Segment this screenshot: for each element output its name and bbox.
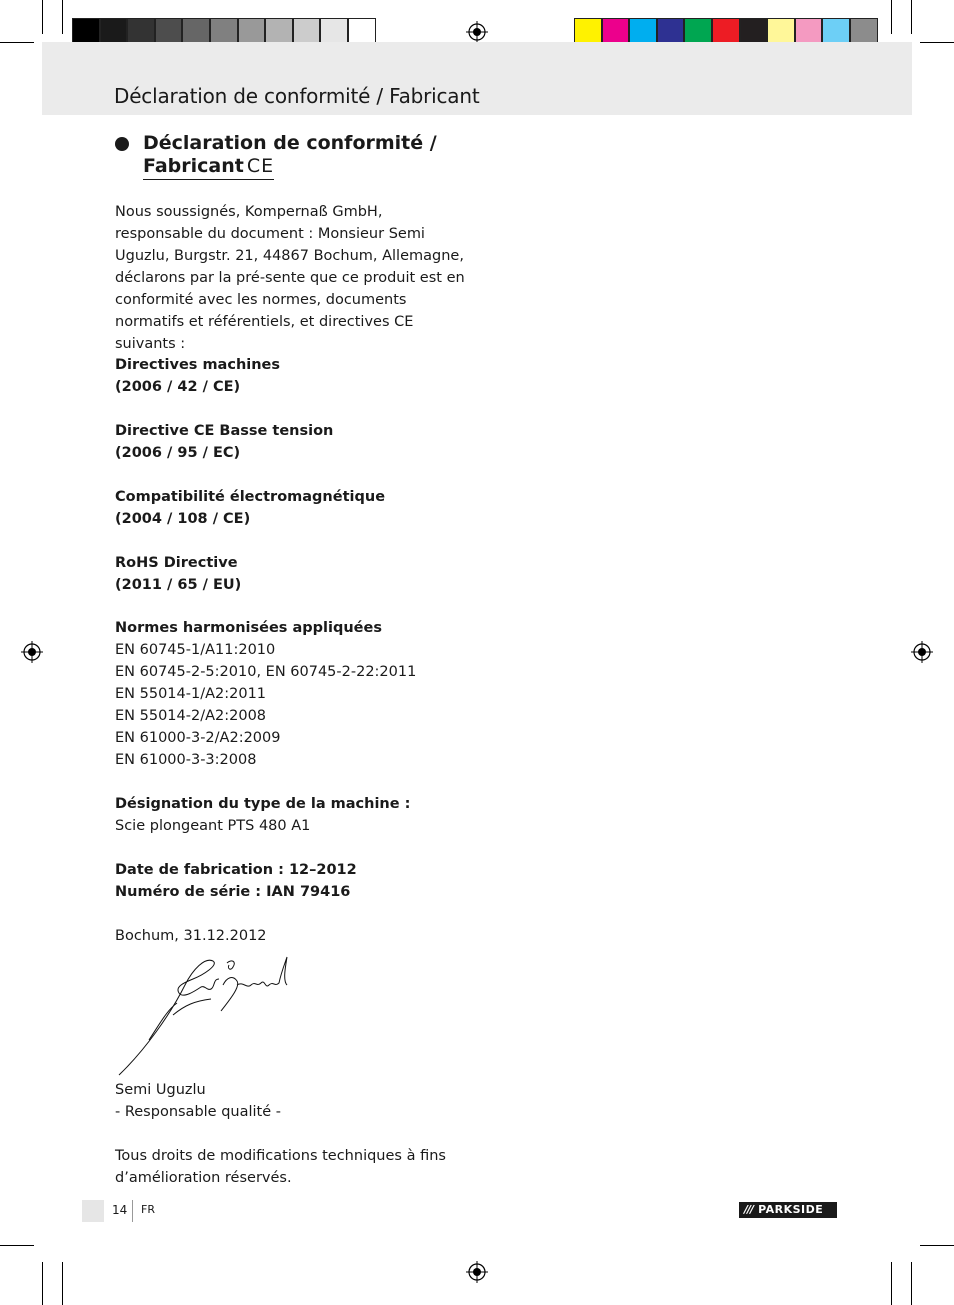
registration-mark-icon [21, 641, 43, 663]
directive-code: (2011 / 65 / EU) [115, 577, 242, 593]
directive-name: Directive CE Basse tension [115, 423, 334, 439]
section-heading [143, 132, 437, 180]
manufacture-date: Date de fabrication : 12–2012 [115, 862, 357, 878]
disclaimer-line1: Tous droits de modifications techniques à fins [115, 1148, 446, 1164]
signature-image [115, 955, 295, 1080]
machine-value: Scie plongeant PTS 480 A1 [115, 818, 311, 834]
crop-mark [920, 1245, 954, 1246]
bullet-icon [115, 137, 129, 151]
page-title: Déclaration de conformité / Fabricant [114, 84, 480, 108]
signatory-role: - Responsable qualité - [115, 1104, 281, 1120]
crop-mark [42, 0, 43, 34]
directive-block [115, 354, 465, 398]
section-heading-line2-wrap [143, 155, 274, 180]
page-number: 14 [112, 1203, 128, 1217]
registration-mark-icon [466, 21, 488, 43]
registration-mark-icon [911, 641, 933, 663]
crop-mark [62, 1262, 63, 1305]
intro-text: Nous soussignés, Kompernaß GmbH, responsable du document : Monsieur Semi Uguzlu, Burgstr. 21, 44867 Bochum, Allemagne, déclarons par la pré-sente que ce produit est en conformité avec les normes, documents normatifs et référentiels, et directives CE suivants : [115, 204, 465, 352]
directive-name: Compatibilité électromagnétique [115, 489, 386, 505]
serial-number: Numéro de série : IAN 79416 [115, 884, 351, 900]
directive-block [115, 420, 465, 464]
standards-block [115, 617, 465, 771]
crop-mark [0, 42, 34, 43]
disclaimer-block [115, 1145, 465, 1189]
crop-mark [42, 1262, 43, 1305]
place-date: Bochum, 31.12.2012 [115, 928, 267, 944]
machine-label: Désignation du type de la machine : [115, 796, 411, 812]
crop-mark [911, 1262, 912, 1305]
intro-paragraph [115, 201, 465, 355]
crop-mark [0, 1245, 34, 1246]
crop-mark [920, 42, 954, 43]
place-date-block [115, 925, 465, 947]
ce-mark-icon: CE [246, 155, 275, 177]
footer-divider [132, 1200, 133, 1222]
directive-code: (2004 / 108 / CE) [115, 511, 251, 527]
directive-code: (2006 / 42 / CE) [115, 379, 241, 395]
standard-item: EN 61000-3-3:2008 [115, 752, 257, 768]
standard-item: EN 55014-1/A2:2011 [115, 686, 267, 702]
section-heading-line1: Déclaration de conformité / [143, 132, 437, 154]
parkside-logo [739, 1202, 837, 1218]
signatory-name: Semi Uguzlu [115, 1082, 206, 1098]
crop-mark [891, 1262, 892, 1305]
crop-mark [911, 0, 912, 34]
standards-heading: Normes harmonisées appliquées [115, 620, 382, 636]
standard-item: EN 60745-1/A11:2010 [115, 642, 276, 658]
disclaimer-line2: d’amélioration réservés. [115, 1170, 292, 1186]
directive-code: (2006 / 95 / EC) [115, 445, 241, 461]
standard-item: EN 61000-3-2/A2:2009 [115, 730, 281, 746]
signatory-block [115, 1079, 465, 1123]
machine-block [115, 793, 465, 837]
footer-square [82, 1200, 104, 1222]
registration-mark-icon [466, 1261, 488, 1283]
directive-block [115, 552, 465, 596]
section-heading-line2: Fabricant [143, 155, 244, 177]
language-code: FR [141, 1203, 155, 1216]
logo-slashes: /// [744, 1203, 754, 1216]
directive-name: RoHS Directive [115, 555, 238, 571]
manufacture-block [115, 859, 465, 903]
standard-item: EN 55014-2/A2:2008 [115, 708, 267, 724]
directive-block [115, 486, 465, 530]
crop-mark [62, 0, 63, 34]
logo-text: PARKSIDE [758, 1203, 824, 1216]
standard-item: EN 60745-2-5:2010, EN 60745-2-22:2011 [115, 664, 417, 680]
crop-mark [891, 0, 892, 34]
directive-name: Directives machines [115, 357, 281, 373]
